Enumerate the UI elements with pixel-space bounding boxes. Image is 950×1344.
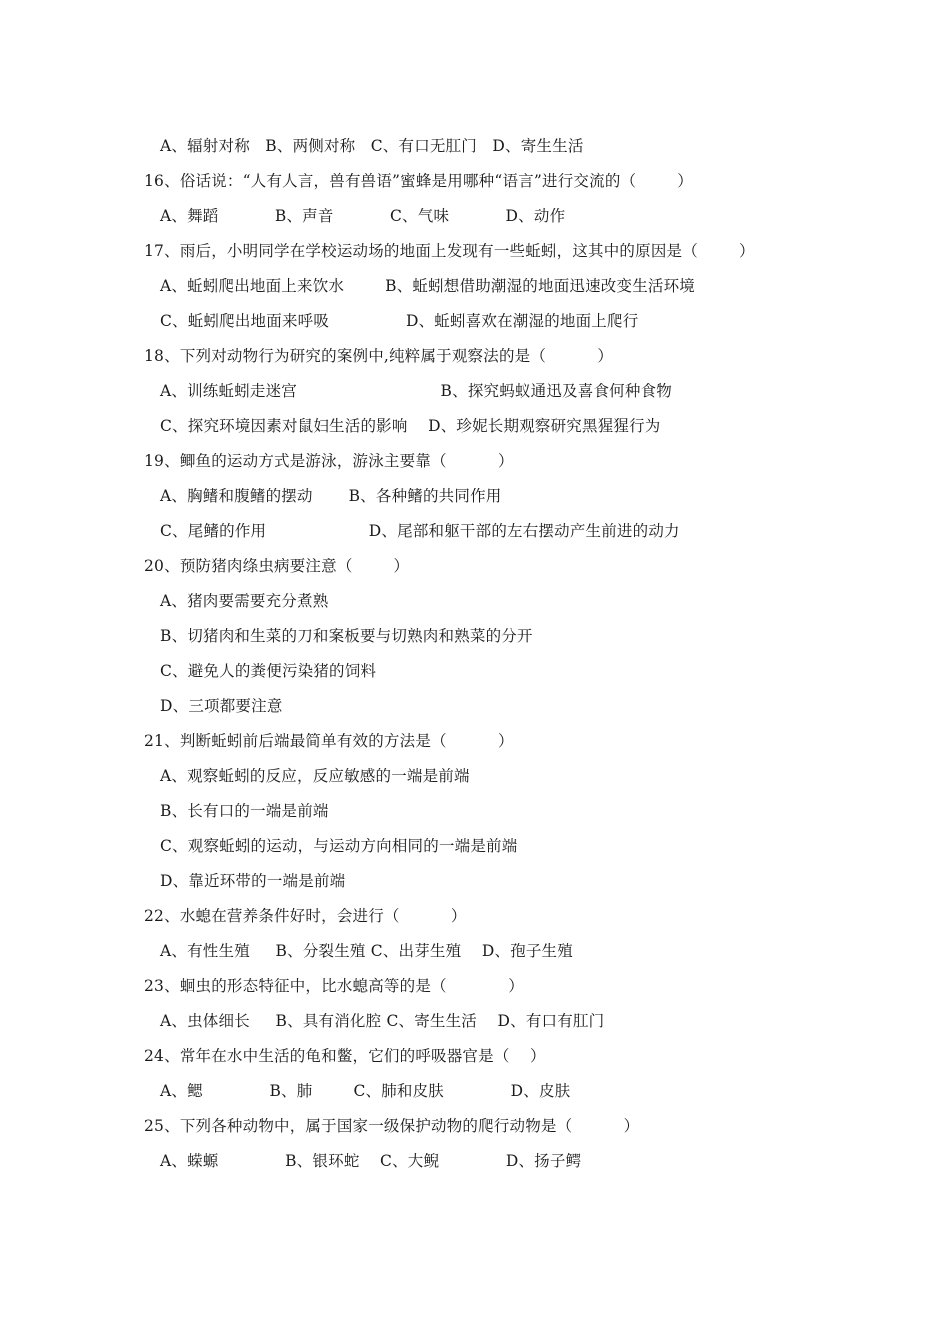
q19-options-cd: C、尾鳍的作用 D、尾部和躯干部的左右摆动产生前进的动力 (160, 522, 680, 540)
q20-stem: 20、预防猪肉绦虫病要注意（ ） (144, 557, 410, 575)
q17-options-cd: C、蚯蚓爬出地面来呼吸 D、蚯蚓喜欢在潮湿的地面上爬行 (160, 312, 639, 330)
q17-stem: 17、雨后，小明同学在学校运动场的地面上发现有一些蚯蚓，这其中的原因是（ ） (144, 242, 755, 260)
q25-options: A、蝾螈 B、银环蛇 C、大鲵 D、扬子鳄 (160, 1152, 582, 1170)
q22-stem: 22、水螅在营养条件好时，会进行（ ） (144, 907, 467, 925)
q20-option-b: B、切猪肉和生菜的刀和案板要与切熟肉和熟菜的分开 (160, 627, 533, 645)
q20-option-a: A、猪肉要需要充分煮熟 (160, 592, 329, 610)
q24-options: A、鳃 B、肺 C、肺和皮肤 D、皮肤 (160, 1082, 571, 1100)
q21-stem: 21、判断蚯蚓前后端最简单有效的方法是（ ） (144, 732, 514, 750)
q16-options: A、舞蹈 B、声音 C、气味 D、动作 (160, 207, 566, 225)
q23-stem: 23、蛔虫的形态特征中，比水螅高等的是（ ） (144, 977, 524, 995)
q16-stem: 16、俗话说：“人有人言，兽有兽语”蜜蜂是用哪种“语言”进行交流的（ ） (144, 172, 693, 190)
q18-stem: 18、下列对动物行为研究的案例中,纯粹属于观察法的是（ ） (144, 347, 614, 365)
q18-options-cd: C、探究环境因素对鼠妇生活的影响 D、珍妮长期观察研究黑猩猩行为 (160, 417, 661, 435)
q21-option-c: C、观察蚯蚓的运动，与运动方向相同的一端是前端 (160, 837, 518, 855)
q25-stem: 25、下列各种动物中，属于国家一级保护动物的爬行动物是（ ） (144, 1117, 640, 1135)
q18-options-ab: A、训练蚯蚓走迷宫 B、探究蚂蚁通迅及喜食何种食物 (160, 382, 672, 400)
q21-option-d: D、靠近环带的一端是前端 (160, 872, 346, 890)
q22-options: A、有性生殖 B、分裂生殖 C、出芽生殖 D、孢子生殖 (160, 942, 573, 960)
q24-stem: 24、常年在水中生活的龟和鳖，它们的呼吸器官是（ ） (144, 1047, 546, 1065)
q19-options-ab: A、胸鳍和腹鳍的摆动 B、各种鳍的共同作用 (160, 487, 502, 505)
q21-option-b: B、长有口的一端是前端 (160, 802, 329, 820)
q23-options: A、虫体细长 B、具有消化腔 C、寄生生活 D、有口有肛门 (160, 1012, 605, 1030)
q19-stem: 19、鲫鱼的运动方式是游泳，游泳主要靠（ ） (144, 452, 514, 470)
q15-options: A、辐射对称 B、两侧对称 C、有口无肛门 D、寄生生活 (160, 137, 584, 155)
q21-option-a: A、观察蚯蚓的反应，反应敏感的一端是前端 (160, 767, 470, 785)
q20-option-c: C、避免人的粪便污染猪的饲料 (160, 662, 377, 680)
q17-options-ab: A、蚯蚓爬出地面上来饮水 B、蚯蚓想借助潮湿的地面迅速改变生活环境 (160, 277, 696, 295)
q20-option-d: D、三项都要注意 (160, 697, 283, 715)
